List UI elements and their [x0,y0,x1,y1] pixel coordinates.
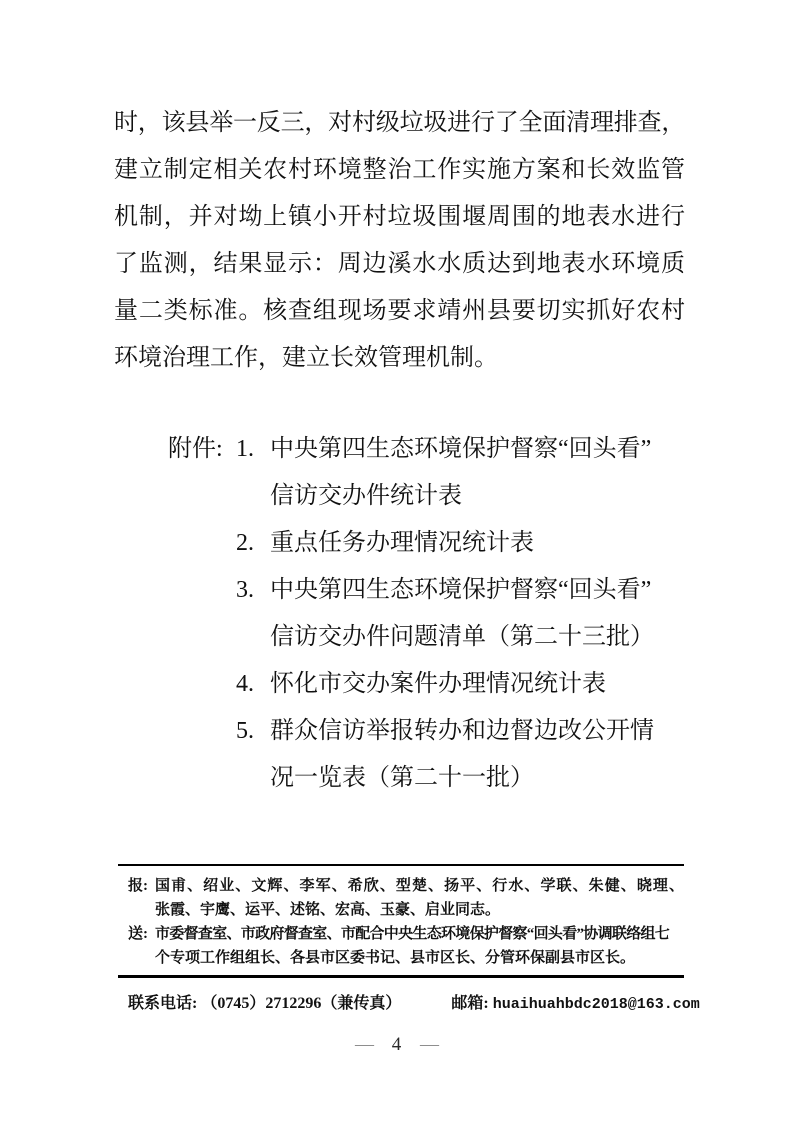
body-line: 了监测，结果显示：周边溪水水质达到地表水环境质 [114,251,685,277]
attachments-block [168,426,690,802]
attachment-item-number: 2. [236,530,254,556]
attachment-item [236,567,690,661]
body-line: 环境治理工作，建立长效管理机制。 [114,345,498,371]
attachment-item-line: 群众信访举报转办和边督边改公开情 [270,718,654,744]
attachment-item-number: 5. [236,718,254,744]
distribution-block [118,864,684,978]
page-number-dash-left: — [355,1034,373,1055]
attachment-item [236,520,690,567]
attachments-items [236,426,690,802]
page-number [0,1034,793,1056]
attachment-item-line: 信访交办件统计表 [270,483,462,509]
attachment-item-number: 3. [236,577,254,603]
attachment-item-line: 中央第四生态环境保护督察“回头看” [270,436,652,462]
attachment-item-line: 怀化市交办案件办理情况统计表 [270,671,606,697]
attachment-item-line: 信访交办件问题清单（第二十三批） [270,624,654,650]
send-recipients [155,922,684,970]
attachment-item-line: 重点任务办理情况统计表 [270,530,534,556]
contact-line [128,990,700,1013]
phone-value: （0745）2712296（兼传真） [201,995,402,1012]
attachment-item-line: 况一览表（第二十一批） [270,765,534,791]
report-names [155,874,684,922]
report-names-line: 国甫、绍业、文辉、李军、希欣、型楚、扬平、行水、学联、朱健、晓理、 [155,878,684,894]
body-line: 机制，并对坳上镇小开村垃圾围堰周围的地表水进行 [114,204,685,230]
email-value: huaihuahbdc2018@163.com [492,996,700,1013]
body-line: 时，该县举一反三，对村级垃圾进行了全面清理排查， [114,110,685,136]
email-label: 邮箱: [451,995,489,1012]
send-recipients-line: 个专项工作组组长、各县市区委书记、县市区长、分管环保副县市区长。 [155,950,636,966]
attachment-item-number: 4. [236,671,254,697]
body-line: 量二类标准。核查组现场要求靖州县要切实抓好农村 [114,298,685,324]
send-label: 送: [128,926,148,942]
page-number-value: 4 [391,1034,402,1055]
attachments-label: 附件: [168,436,223,462]
phone-label: 联系电话: [128,995,198,1012]
send-recipients-line: 市委督查室、市政府督查室、市配合中央生态环境保护督察“回头看”协调联络组七 [155,926,670,942]
distribution-bottom-rule [118,975,684,978]
report-label: 报: [128,878,148,894]
attachment-item [236,426,690,520]
report-names-line: 张霞、宇鹰、运平、述铭、宏高、玉豪、启业同志。 [155,902,501,918]
report-row [128,874,684,922]
attachment-item-number: 1. [236,436,254,462]
page-number-dash-right: — [420,1034,438,1055]
attachment-item [236,661,690,708]
attachment-item-line: 中央第四生态环境保护督察“回头看” [270,577,652,603]
body-line: 建立制定相关农村环境整治工作实施方案和长效监管 [114,157,685,183]
attachment-item [236,708,690,802]
body-paragraph [114,100,685,382]
send-row [128,922,684,970]
